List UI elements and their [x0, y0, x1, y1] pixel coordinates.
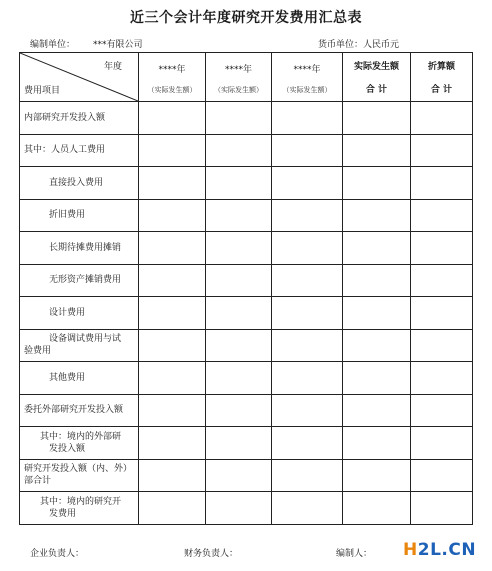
- currency-value: 人民币元: [363, 40, 400, 50]
- data-cell[interactable]: [206, 199, 272, 232]
- row-label-continued: 发费用: [49, 508, 77, 519]
- data-cell[interactable]: [411, 264, 473, 297]
- finance-head-label: 财务负责人：: [184, 549, 239, 559]
- logo-rest: 2L.CN: [417, 540, 477, 560]
- actual-total-sub: 合 计: [365, 85, 388, 95]
- data-cell[interactable]: [343, 102, 411, 135]
- data-cell[interactable]: [272, 264, 343, 297]
- data-cell[interactable]: [139, 167, 206, 200]
- data-cell[interactable]: [272, 297, 343, 330]
- row-label-continued: 部合计: [24, 476, 52, 487]
- data-cell[interactable]: [411, 362, 473, 395]
- data-cell[interactable]: [411, 297, 473, 330]
- data-cell[interactable]: [343, 232, 411, 265]
- logo-h: H: [403, 540, 418, 560]
- data-cell[interactable]: [411, 167, 473, 200]
- table-row: [20, 394, 473, 427]
- year-sub-label: （实际发生额）: [282, 85, 332, 94]
- data-cell[interactable]: [206, 264, 272, 297]
- legal-representative-label: 企业负责人：: [30, 549, 85, 559]
- data-cell[interactable]: [411, 492, 473, 525]
- data-cell[interactable]: [206, 362, 272, 395]
- data-cell[interactable]: [206, 167, 272, 200]
- data-cell[interactable]: [343, 394, 411, 427]
- year-header-1: [139, 53, 206, 102]
- row-label-cell: [20, 492, 139, 525]
- actual-total-label: 实际发生额: [353, 62, 399, 72]
- data-cell[interactable]: [411, 459, 473, 492]
- data-cell[interactable]: [272, 199, 343, 232]
- data-cell[interactable]: [343, 362, 411, 395]
- row-label: 其中：人员人工费用: [24, 145, 106, 156]
- row-label: 内部研究开发投入额: [24, 112, 106, 123]
- data-cell[interactable]: [411, 394, 473, 427]
- corner-header-cell: [20, 53, 139, 102]
- row-label: 长期待摊费用摊销: [49, 242, 122, 253]
- data-cell[interactable]: [343, 264, 411, 297]
- row-label-cell: [20, 362, 139, 395]
- data-cell[interactable]: [206, 232, 272, 265]
- data-cell[interactable]: [411, 102, 473, 135]
- org-value: ***有限公司: [93, 40, 143, 50]
- table-row: [20, 492, 473, 525]
- data-cell[interactable]: [139, 427, 206, 460]
- data-cell[interactable]: [206, 297, 272, 330]
- data-cell[interactable]: [272, 134, 343, 167]
- row-label-cell: [20, 102, 139, 135]
- row-label: 其中：境内的外部研: [40, 431, 122, 442]
- row-label: 委托外部研究开发投入额: [24, 405, 124, 416]
- document-title: 近三个会计年度研究开发费用汇总表: [130, 10, 362, 26]
- data-cell[interactable]: [139, 329, 206, 362]
- data-cell[interactable]: [272, 492, 343, 525]
- row-label: 设备调试费用与试: [49, 334, 122, 345]
- row-label: 其中：境内的研究开: [40, 496, 122, 507]
- table-row: [20, 297, 473, 330]
- data-cell[interactable]: [343, 134, 411, 167]
- table-row: [20, 167, 473, 200]
- data-cell[interactable]: [206, 427, 272, 460]
- year-label: ****年: [158, 64, 186, 75]
- data-cell[interactable]: [411, 329, 473, 362]
- expense-summary-table: [19, 52, 473, 525]
- data-cell[interactable]: [272, 459, 343, 492]
- data-cell[interactable]: [343, 492, 411, 525]
- data-cell[interactable]: [411, 427, 473, 460]
- data-cell[interactable]: [139, 492, 206, 525]
- year-label: ****年: [224, 64, 252, 75]
- preparer-label: 编制人：: [336, 549, 373, 559]
- year-header-2: [206, 53, 272, 102]
- row-label-cell: [20, 394, 139, 427]
- year-sub-label: （实际发生额）: [147, 85, 197, 94]
- year-header-3: [272, 53, 343, 102]
- year-sub-label: （实际发生额）: [214, 85, 263, 94]
- data-cell[interactable]: [206, 459, 272, 492]
- data-cell[interactable]: [139, 297, 206, 330]
- table-row: [20, 362, 473, 395]
- table-row: [20, 199, 473, 232]
- data-cell[interactable]: [206, 492, 272, 525]
- data-cell[interactable]: [139, 362, 206, 395]
- row-label-cell: [20, 199, 139, 232]
- row-label-cell: [20, 232, 139, 265]
- data-cell[interactable]: [206, 394, 272, 427]
- table-row: [20, 134, 473, 167]
- data-cell[interactable]: [343, 167, 411, 200]
- currency-label: 货币单位：: [318, 40, 364, 50]
- year-label: ****年: [293, 64, 321, 75]
- data-cell[interactable]: [206, 102, 272, 135]
- row-label: 研究开发投入额（内、外）: [24, 464, 133, 475]
- row-label-cell: [20, 459, 139, 492]
- row-label: 其他费用: [49, 372, 86, 383]
- table-row: [20, 459, 473, 492]
- corner-item-label: 费用项目: [24, 86, 61, 96]
- data-cell[interactable]: [343, 329, 411, 362]
- actual-total-header: [343, 53, 411, 102]
- data-cell[interactable]: [139, 199, 206, 232]
- data-cell[interactable]: [272, 232, 343, 265]
- org-label: 编制单位：: [30, 40, 76, 50]
- row-label-cell: [20, 134, 139, 167]
- table-row: [20, 102, 473, 135]
- data-cell[interactable]: [139, 232, 206, 265]
- row-label-continued: 验费用: [24, 346, 52, 357]
- table-row: [20, 264, 473, 297]
- data-cell[interactable]: [411, 232, 473, 265]
- converted-total-header: [411, 53, 473, 102]
- data-cell[interactable]: [139, 102, 206, 135]
- data-cell[interactable]: [272, 394, 343, 427]
- data-cell[interactable]: [343, 199, 411, 232]
- currency-line: [318, 37, 399, 50]
- data-cell[interactable]: [343, 297, 411, 330]
- table-row: [20, 232, 473, 265]
- data-cell[interactable]: [411, 134, 473, 167]
- data-cell[interactable]: [411, 199, 473, 232]
- row-label: 无形资产摊销费用: [49, 275, 122, 286]
- row-label: 设计费用: [49, 307, 86, 318]
- table-row: [20, 329, 473, 362]
- row-label-cell: [20, 297, 139, 330]
- data-cell[interactable]: [272, 167, 343, 200]
- data-cell[interactable]: [343, 459, 411, 492]
- data-cell[interactable]: [272, 329, 343, 362]
- row-label: 直接投入费用: [49, 177, 104, 188]
- row-label: 折旧费用: [49, 210, 86, 221]
- data-cell[interactable]: [272, 427, 343, 460]
- data-cell[interactable]: [343, 427, 411, 460]
- data-cell[interactable]: [206, 329, 272, 362]
- data-cell[interactable]: [206, 134, 272, 167]
- table-row: [20, 427, 473, 460]
- data-cell[interactable]: [272, 362, 343, 395]
- converted-total-sub: 合 计: [430, 85, 453, 95]
- watermark-logo: [403, 540, 476, 560]
- data-cell[interactable]: [272, 102, 343, 135]
- converted-total-label: 折算额: [427, 62, 455, 72]
- row-label-cell: [20, 427, 139, 460]
- row-label-cell: [20, 167, 139, 200]
- data-cell[interactable]: [139, 134, 206, 167]
- data-cell[interactable]: [139, 264, 206, 297]
- org-line: [30, 37, 143, 50]
- row-label-continued: 发投入额: [49, 443, 86, 454]
- corner-year-label: 年度: [103, 62, 122, 72]
- data-cell[interactable]: [139, 459, 206, 492]
- header-row: [20, 53, 473, 102]
- data-cell[interactable]: [139, 394, 206, 427]
- row-label-cell: [20, 329, 139, 362]
- row-label-cell: [20, 264, 139, 297]
